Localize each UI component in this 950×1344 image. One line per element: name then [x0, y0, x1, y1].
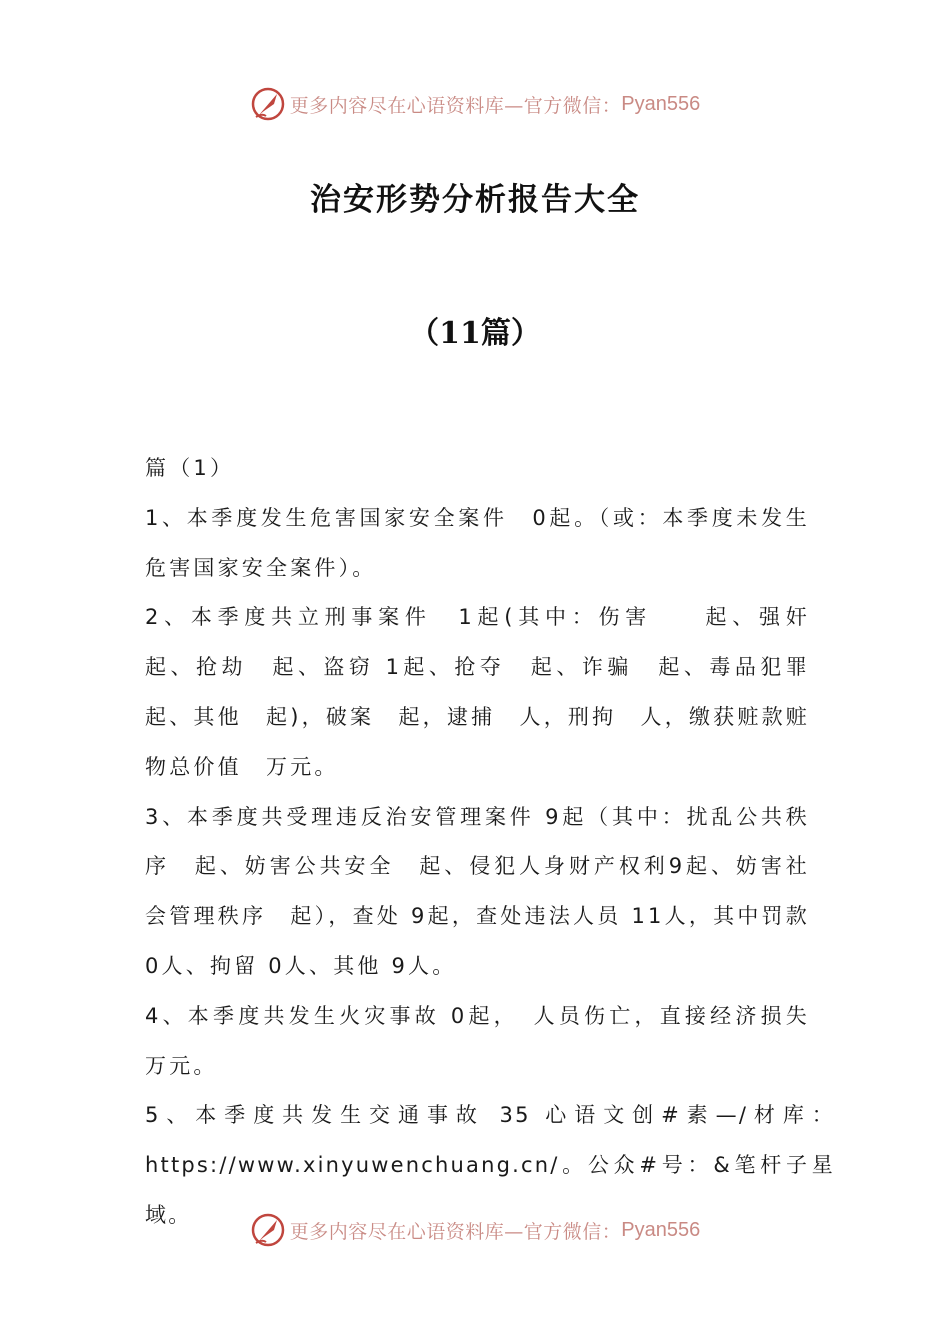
document-title: 治安形势分析报告大全: [310, 182, 640, 218]
paragraph-1: 1、本季度发生危害国家安全案件 0起。（或：本季度未发生危害国家安全案件）。: [145, 505, 810, 580]
section-label: 篇（1）: [145, 456, 235, 480]
paragraph-4: 4、本季度共发生火灾事故 0起， 人员伤亡，直接经济损失 万元。: [145, 1003, 859, 1078]
watermark-header: [0, 84, 950, 124]
paragraph-2: 2、本季度共立刑事案件 1起(其中：伤害 起、强奸 起、抢劫 起、盗窃 1起、抢夺 起、诈骗 起、毒品犯罪 起、其他 起)，破案 起，逮捕 人，刑拘 人，缴获赃款赃物总价值 万元。: [145, 605, 859, 779]
quill-logo-icon: [250, 1212, 286, 1248]
quill-logo-icon: [250, 86, 286, 122]
document-subtitle: （11篇）: [409, 316, 541, 351]
watermark-text: 更多内容尽在心语资料库—官方微信：: [289, 1220, 622, 1243]
watermark-text: 更多内容尽在心语资料库—官方微信：: [289, 94, 622, 117]
watermark-id: Pyan556: [621, 92, 701, 115]
paragraph-3: 3、本季度共受理违反治安管理案件 9起（其中：扰乱公共秩序 起、妨害公共安全 起、侵犯人身财产权利9起、妨害社会管理秩序 起），查处 9起，查处违法人员 11人，其中罚款 0人、拘留 0人、其他 9人。: [145, 804, 810, 978]
watermark-id: Pyan556: [621, 1218, 701, 1241]
document-body: [145, 444, 859, 1241]
watermark-footer: [0, 1210, 950, 1250]
paragraph-5: 5、本季度共发生交通事故 35 心语文创#素—/材库：https://www.xinyuwenchuang.cn/。公众#号：&笔杆子星域。: [145, 1103, 835, 1227]
